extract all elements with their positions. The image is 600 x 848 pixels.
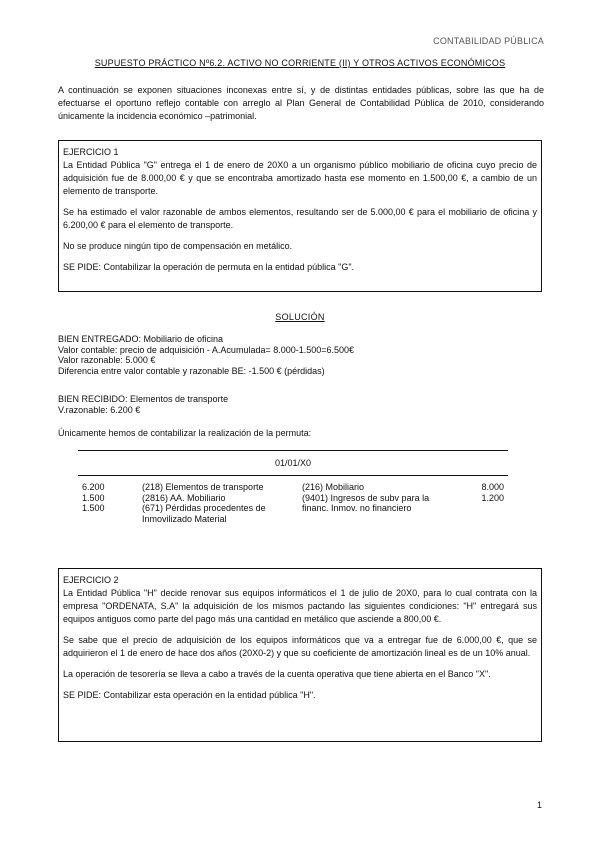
page-header: CONTABILIDAD PÚBLICA (433, 36, 544, 46)
permuta-note (58, 428, 311, 439)
exercise-2-box (58, 568, 542, 742)
solution-title: SOLUCIÓN (275, 312, 325, 322)
account: financ. Inmov. no financiero (302, 503, 412, 513)
debit-amounts (82, 482, 105, 514)
exercise-1-paragraph: No se produce ningún tipo de compensación en metálico. (63, 241, 293, 251)
exercise-1-paragraph: La Entidad Pública "G" entrega el 1 de enero de 20X0 a un organismo público mobiliario de oficina cuyo precio de adquisición fue de 8.000,00 € y que se encontraba amortizado hasta ese momento en 1.500,00 €, a cambio de un elemento de transporte. (63, 160, 537, 196)
exercise-2-paragraph: Se sabe que el precio de adquisición de los equipos informáticos que va a entregar fue de 6.000,00 €, que se adquirieron el 1 de enero de hace dos años (20X0-2) y que su coeficiente de amortización lineal es de un 10% anual. (63, 635, 537, 658)
exercise-1-paragraph: Se ha estimado el valor razonable de ambos elementos, resultando ser de 5.000,00 € para el mobiliario de oficina y 6.200,00 € para el elemento de transporte. (63, 207, 537, 230)
journal-date-rule (78, 475, 508, 476)
amount: 6.200 (82, 482, 105, 492)
credit-amounts (474, 482, 504, 503)
exercise-1-label: EJERCICIO 1 (63, 147, 119, 157)
intro-paragraph: A continuación se exponen situaciones inconexas entre sí, y de distintas entidades públicas, sobre las que ha de efectuarse el oportuno reflejo contable con arreglo al Plan General de Contabilidad Pública de 2010, considerando únicamente la incidencia económico –patrimonial. (58, 85, 544, 121)
amount: 1.500 (82, 503, 105, 513)
text-line: Diferencia entre valor contable y razonable BE: -1.500 € (pérdidas) (58, 365, 325, 376)
account: (2816) AA. Mobiliario (142, 492, 226, 503)
exercise-2-task: SE PIDE: Contabilizar esta operación en la entidad pública "H". (63, 690, 316, 700)
document-title: SUPUESTO PRÁCTICO Nº6.2. ACTIVO NO CORRIENTE (II) Y OTROS ACTIVOS ECONÓMICOS (94, 58, 506, 68)
exercise-2-paragraph: La operación de tesorería se lleva a cabo a través de la cuenta operativa que tiene abierta en el Banco "X". (63, 669, 491, 679)
journal-top-rule (78, 450, 508, 451)
amount: 1.500 (82, 492, 105, 503)
debit-accounts (142, 482, 266, 524)
amount: 1.200 (481, 492, 504, 503)
text-line: Únicamente hemos de contabilizar la realización de la permuta: (58, 428, 312, 438)
text-line: Valor razonable: 5.000 € (58, 355, 156, 365)
account: (9401) Ingresos de subv para la (302, 492, 430, 503)
exercise-1-task: SE PIDE: Contabilizar la operación de permuta en la entidad pública "G". (63, 262, 355, 272)
text-line: V.razonable: 6.200 € (58, 404, 141, 415)
exercise-2-paragraph: La Entidad Pública "H" decide renovar sus equipos informáticos el 1 de julio de 20X0, para lo cual contrata con la empresa "ORDENATA, S.A" la adquisición de los mismos pactando las siguientes condiciones: "H" entregará sus equipos antiguos como parte del pago más una cantidad en metálico que asciende a 800,00 €. (63, 588, 537, 624)
account: (671) Pérdidas procedentes de (142, 503, 266, 513)
credit-accounts (302, 482, 429, 514)
bien-recibido-block (58, 394, 228, 415)
page-number: 1 (536, 800, 542, 810)
amount: 8.000 (481, 482, 504, 492)
account: Inmovilizado Material (142, 513, 227, 524)
account: (216) Mobiliario (302, 482, 365, 492)
account: (218) Elementos de transporte (142, 482, 264, 492)
text-line: BIEN RECIBIDO: Elementos de transporte (58, 394, 229, 404)
text-line: BIEN ENTREGADO: Mobiliario de oficina (58, 334, 224, 344)
bien-entregado-block (58, 334, 354, 376)
exercise-2-label: EJERCICIO 2 (63, 575, 119, 585)
exercise-1-box (58, 140, 542, 292)
journal-date: 01/01/X0 (274, 458, 312, 468)
text-line: Valor contable: precio de adquisición - A.Acumulada= 8.000-1.500=6.500€ (58, 344, 355, 355)
